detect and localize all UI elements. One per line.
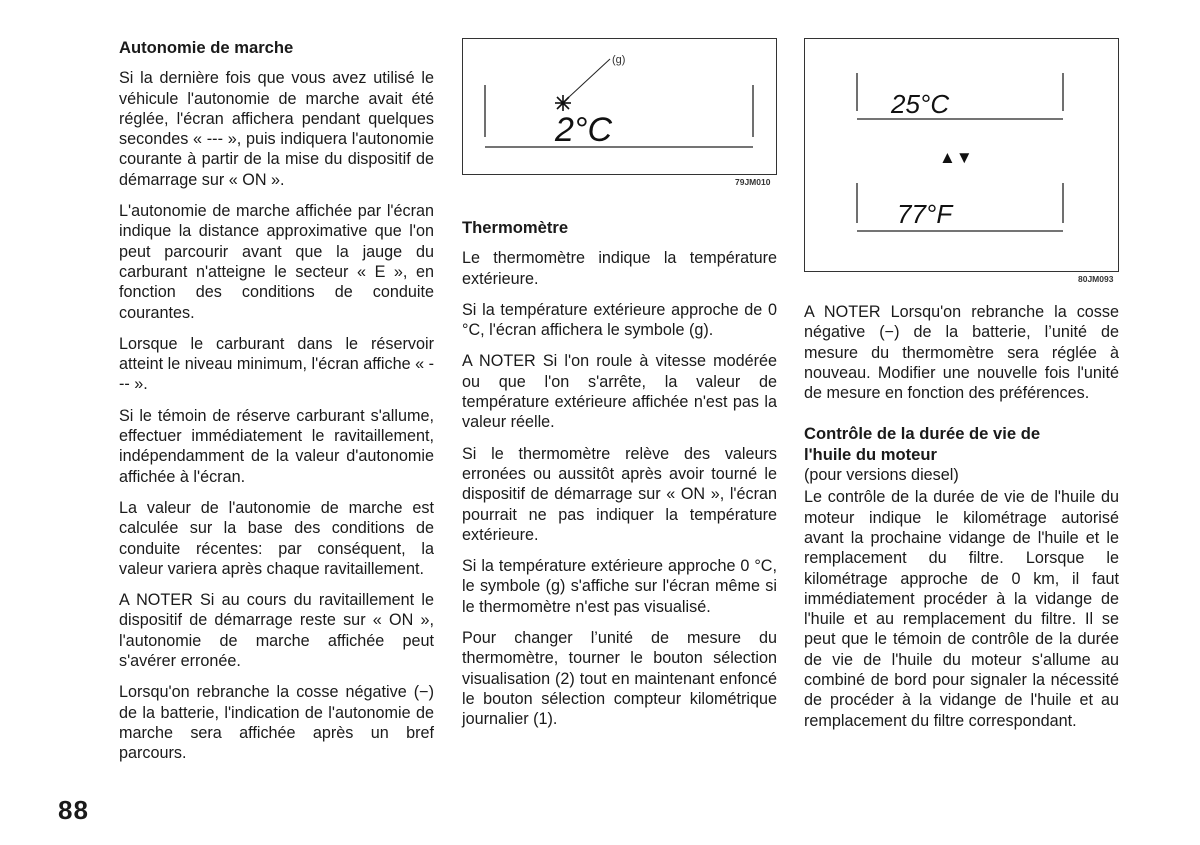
snowflake-icon	[555, 95, 571, 111]
paragraph: Le contrôle de la durée de vie de l'huile du moteur indique le kilométrage autorisé avant la prochaine vidange de l'huile et le remplacement du filtre. Lorsque le kilométrage approche de 0 km, il faut immédiatement procéder à la vidange de l'huile et au remplacement du filtre. Il se peut que le témoin de contrôle de la durée de vie de l'huile du moteur s'allume au combiné de bord pour signaler la nécessité de procéder à la vidange de l'huile et au remplacement du filtre correspondant.	[804, 488, 1119, 730]
subheading: (pour versions diesel)	[804, 466, 959, 485]
page-number: 88	[58, 795, 89, 825]
note-paragraph: A NOTER Lorsqu'on rebranche la cosse négative (−) de la batterie, l’unité de mesure du thermomètre sera réglée à nouveau. Modifier une nouvelle fois l'unité de mesure en fonction des préférences.	[804, 303, 1119, 403]
figure-code: 80JM093	[1078, 274, 1114, 284]
paragraph: Si la dernière fois que vous avez utilisé le véhicule l'autonomie de marche avait été réglée, l'écran affichera pendant quelques secondes « --- », puis indiquera l'autonomie courante à partir de la mise du dispositif de démarrage sur « ON ».	[119, 69, 434, 189]
note-paragraph: A NOTER Si au cours du ravitaillement le dispositif de démarrage reste sur « ON », l'autonomie de marche affichée peut s'avérer erronée.	[119, 591, 434, 671]
heading-line: Contrôle de la durée de vie de	[804, 424, 1041, 444]
section-heading-thermometre: Thermomètre	[462, 218, 569, 237]
temperature-readout-fahrenheit: 77°F	[897, 199, 953, 229]
display-illustration	[463, 39, 776, 174]
display-illustration	[805, 39, 1118, 271]
figure-code: 79JM010	[735, 177, 771, 187]
section-heading-huile	[804, 424, 1119, 465]
column-controle-huile	[804, 302, 1119, 742]
paragraph: Lorsqu'on rebranche la cosse négative (−) de la batterie, l'indication de l'autonomie de marche sera affichée après un bref parcours.	[119, 683, 434, 763]
paragraph: La valeur de l'autonomie de marche est calculée sur la base des conditions de conduite récentes: par conséquent, la valeur variera après chaque ravitaillement.	[119, 498, 434, 578]
note-paragraph: A NOTER Si l'on roule à vitesse modérée ou que l'on s'arrête, la valeur de température extérieure affichée n'est pas la valeur réelle.	[462, 352, 777, 432]
paragraph: Le thermomètre indique la température extérieure.	[462, 249, 777, 288]
paragraph: Si le témoin de réserve carburant s'allume, effectuer immédiatement le ravitaillement, indépendamment de la valeur d'autonomie affichée à l'écran.	[119, 406, 434, 486]
heading-line: l'huile du moteur	[804, 444, 938, 464]
paragraph: Si la température extérieure approche de 0 °C, l'écran affichera le symbole (g).	[462, 300, 777, 340]
paragraph: Si la température extérieure approche 0 °C, le symbole (g) s'affiche sur l'écran même si le thermomètre n'est pas visualisé.	[462, 557, 777, 616]
figure-thermometer-display	[462, 38, 777, 175]
callout-label: (g)	[612, 54, 626, 66]
paragraph: Lorsque le carburant dans le réservoir atteint le niveau minimum, l'écran affiche « --- ».	[119, 334, 434, 394]
paragraph: Si le thermomètre relève des valeurs erronées ou aussitôt après avoir tourné le dispositif de démarrage sur « ON », l'écran pourrait ne pas indiquer la température extérieure.	[462, 444, 777, 544]
column-thermometre	[462, 218, 777, 741]
paragraph: Pour changer l’unité de mesure du thermomètre, tourner le bouton sélection visualisation (2) tout en maintenant enfoncé le bouton sélection compteur kilométrique journalier (1).	[462, 629, 777, 729]
temperature-readout: 2°C	[555, 111, 613, 149]
up-down-arrows-icon: ▲▼	[939, 148, 973, 167]
figure-unit-display	[804, 38, 1119, 272]
paragraph: L'autonomie de marche affichée par l'écran indique la distance approximative que l'on peut parcourir avant que la jauge du carburant n'atteigne le secteur « E », en fonction des conditions de conduite courantes.	[119, 202, 434, 322]
column-autonomie	[119, 38, 434, 775]
temperature-readout-celsius: 25°C	[891, 89, 950, 119]
section-heading-autonomie: Autonomie de marche	[119, 38, 294, 57]
